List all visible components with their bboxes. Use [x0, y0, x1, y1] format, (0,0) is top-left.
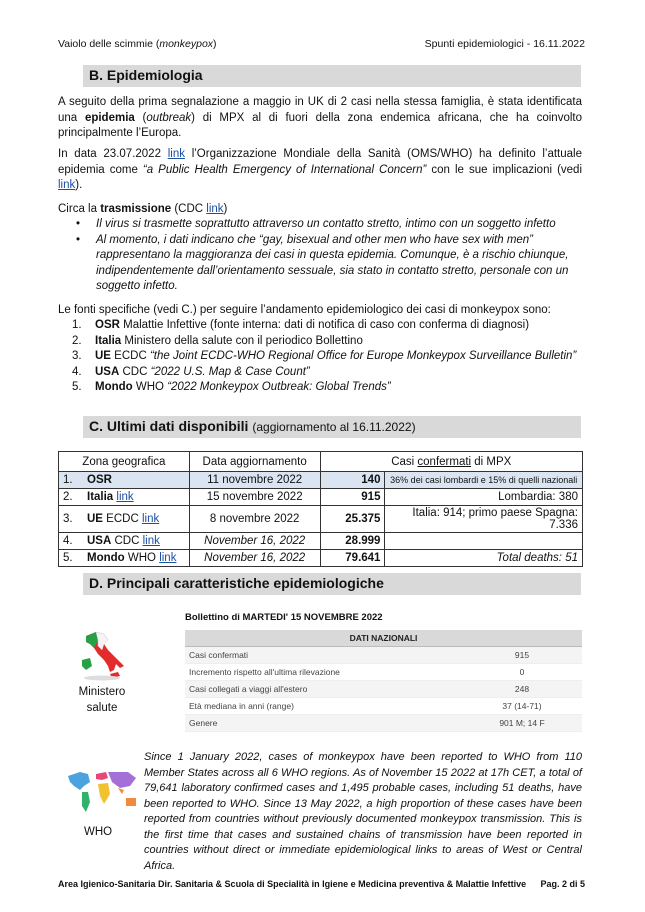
header-zona: Zona geografica [59, 452, 190, 472]
list-item: • Il virus si trasmette soprattutto attraverso un contatto stretto, intimo con un soggetto infetto [72, 217, 582, 233]
table-row: Genere 901 M; 14 F [185, 715, 582, 732]
date-cell: November 16, 2022 [189, 533, 320, 550]
list-item: 2. Italia Ministero della salute con il periodico Bollettino [72, 334, 363, 347]
bollettino-header-row: DATI NAZIONALI [185, 630, 582, 647]
page-footer [58, 879, 585, 889]
data-table [58, 451, 583, 567]
zona-cell: 3. UE ECDC link [59, 506, 190, 533]
list-item: 3. UE ECDC “the Joint ECDC-WHO Regional Office for Europe Monkeypox Surveillance Bulletin” [72, 350, 577, 362]
zona-cell: 4. USA CDC link [59, 533, 190, 550]
section-d-title: D. Principali caratteristiche epidemiologiche [83, 573, 581, 595]
note-cell: 36% dei casi lombardi e 15% di quelli nazionali [385, 472, 583, 489]
who-declaration-link[interactable]: link [167, 148, 185, 160]
date-cell: 11 novembre 2022 [189, 472, 320, 489]
table-row: Età mediana in anni (range) 37 (14-71) [185, 698, 582, 715]
cdc-link[interactable]: link [142, 535, 160, 547]
table-row [59, 506, 583, 533]
who-label: WHO [84, 826, 113, 838]
zona-cell: 5. Mondo WHO link [59, 550, 190, 567]
date-cell: 8 novembre 2022 [189, 506, 320, 533]
note-cell: Lombardia: 380 [385, 489, 583, 506]
table-row [59, 489, 583, 506]
implications-link[interactable]: link [58, 179, 76, 191]
bollettino-title: Bollettino di MARTEDI' 15 NOVEMBRE 2022 [185, 612, 383, 623]
value-cell: 915 [320, 489, 385, 506]
italy-map-icon [74, 626, 130, 682]
list-item: 1. OSR Malattie Infettive (fonte interna: dati di notifica di caso con conferma di diagnosi) [72, 319, 530, 331]
table-row [59, 550, 583, 567]
date-cell: 15 novembre 2022 [189, 489, 320, 506]
zona-cell: 1. OSR [59, 472, 190, 489]
who-link[interactable]: link [159, 552, 177, 564]
table-row [59, 472, 583, 489]
cdc-transmission-link[interactable]: link [206, 203, 224, 215]
header-data: Data aggiornamento [189, 452, 320, 472]
ecdc-link[interactable]: link [141, 513, 160, 525]
note-cell: Italia: 914; primo paese Spagna: 7.336 [385, 506, 583, 533]
table-row [59, 533, 583, 550]
page-header [58, 38, 585, 50]
sources-list [72, 318, 582, 396]
date-cell: November 16, 2022 [189, 550, 320, 567]
bollettino-table [185, 630, 582, 732]
list-item: 4. USA CDC “2022 U.S. Map & Case Count” [72, 365, 310, 378]
table-header-row [59, 452, 583, 472]
value-cell: 140 [320, 472, 385, 489]
transmission-list [72, 217, 582, 295]
world-map-icon [64, 766, 142, 818]
list-item: 5. Mondo WHO “2022 Monkeypox Outbreak: Global Trends” [72, 381, 391, 393]
value-cell: 25.375 [320, 506, 385, 533]
section-b-title: B. Epidemiologia [83, 65, 581, 87]
ministero-label: Ministero salute [78, 686, 126, 714]
table-row: Casi confermati 915 [185, 647, 582, 664]
value-cell: 28.999 [320, 533, 385, 550]
header-left: Vaiolo delle scimmie (monkeypox) [58, 38, 217, 50]
italia-link[interactable]: link [116, 491, 134, 503]
note-cell: Total deaths: 51 [385, 550, 583, 567]
who-summary-text: Since 1 January 2022, cases of monkeypox have been reported to WHO from 110 Member States across all 6 WHO regions. As of November 15 2022 at 17h CET, a total of 79,641 laboratory confirmed cases and 1,495 probable cases, including 51 deaths, have been reported to WHO. Since 13 May 2022, a high proportion of these cases have been reported from countries without previously documented monkeypox transmission. This is the first time that cases and sustained chains of transmission have been reported in countries without direct or immediate epidemiological links to areas of West or Central Africa. [144, 751, 582, 872]
header-casi: Casi confermati di MPX [320, 452, 582, 472]
note-cell [385, 533, 583, 550]
footer-left: Area Igienico-Sanitaria Dir. Sanitaria & Scuola di Specialità in Igiene e Medicina preventiva & Malattie Infettive [58, 879, 527, 889]
page-number: Pag. 2 di 5 [540, 879, 585, 889]
zona-cell: 2. Italia link [59, 489, 190, 506]
section-c-title: C. Ultimi dati disponibili (aggiornamento al 16.11.2022) [83, 416, 581, 438]
paragraph-outbreak: A seguito della prima segnalazione a maggio in UK di 2 casi nella stessa famiglia, è stata identificata una epidemia (outbreak) di MPX al di fuori della zona endemica africana, che ha coinvolto principalmente l’Europa. [58, 96, 582, 139]
paragraph-who-emergency: In data 23.07.2022 link l’Organizzazione Mondiale della Sanità (OMS/WHO) ha definito l’attuale epidemia come “a Public Health Emergency of International Concern” con le sue implicazioni (vedi link). [58, 148, 583, 191]
value-cell: 79.641 [320, 550, 385, 567]
paragraph-transmission: Circa la trasmissione (CDC link) [58, 203, 228, 215]
paragraph-sources-intro: Le fonti specifiche (vedi C.) per seguire l’andamento epidemiologico dei casi di monkeypox sono: [58, 304, 551, 316]
list-item: • Al momento, i dati indicano che “gay, bisexual and other men who have sex with men” rappresentano la maggioranza dei casi in questa epidemia. Comunque, è a rischio chiunque, indipendentemente dall’orientamento sessuale, sia stato in contatto stretto, personale con un soggetto infetto. [72, 233, 582, 295]
header-right: Spunti epidemiologici - 16.11.2022 [424, 38, 585, 50]
table-row: Incremento rispetto all'ultima rilevazione 0 [185, 664, 582, 681]
table-row: Casi collegati a viaggi all'estero 248 [185, 681, 582, 698]
